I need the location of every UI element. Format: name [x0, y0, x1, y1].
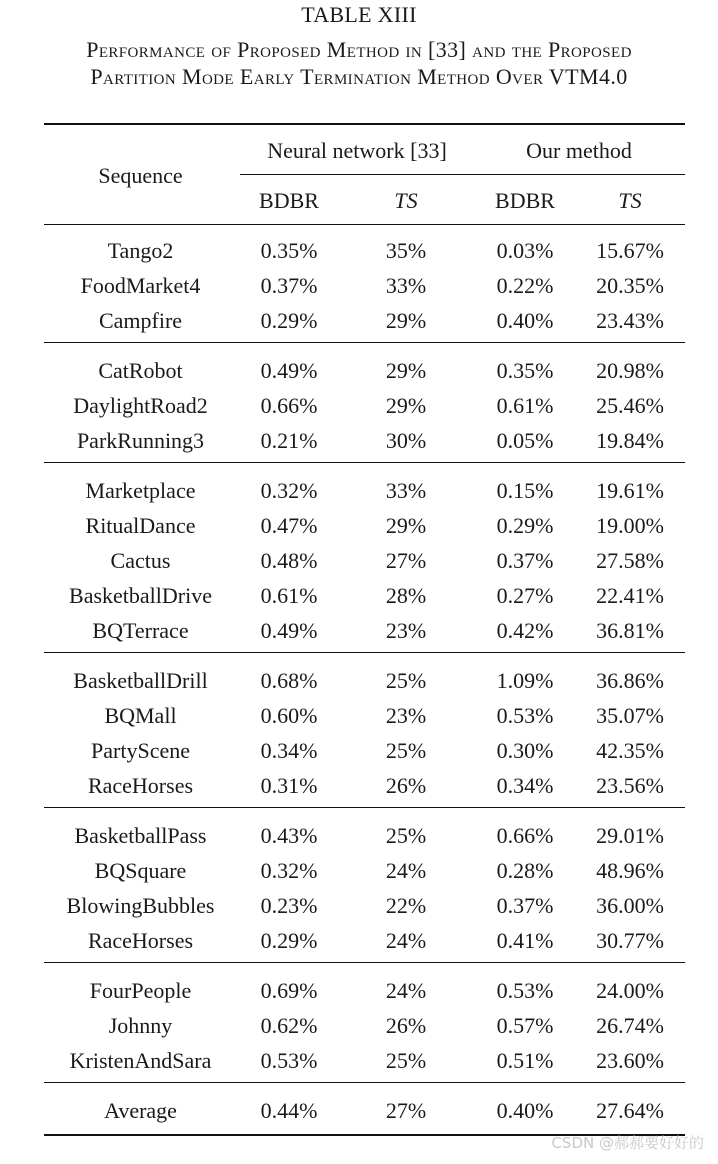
average-cell-bdbr-nn: 0.44%: [260, 1098, 318, 1123]
cell-ts-ours: 29.01%: [596, 823, 664, 848]
cell-ts-nn: 23%: [385, 618, 427, 643]
cell-ts-ours: 23.60%: [596, 1048, 664, 1073]
cell-ts-nn: 27%: [385, 548, 427, 573]
cell-bdbr-nn: 0.32%: [260, 478, 318, 503]
cell-sequence: Cactus: [110, 548, 171, 573]
cell-bdbr-nn: 0.23%: [260, 893, 318, 918]
cell-bdbr-ours: 0.03%: [496, 238, 554, 263]
cell-sequence: DaylightRoad2: [73, 393, 208, 418]
cell-bdbr-ours: 0.05%: [496, 428, 554, 453]
cell-bdbr-ours: 0.40%: [496, 308, 554, 333]
cell-bdbr-ours: 0.27%: [496, 583, 554, 608]
cell-bdbr-ours: 0.34%: [496, 773, 554, 798]
group-rule: [44, 1082, 685, 1083]
cell-bdbr-ours: 0.35%: [496, 358, 554, 383]
cell-bdbr-ours: 0.37%: [496, 893, 554, 918]
watermark: CSDN @郝郝要好好的: [551, 1134, 704, 1152]
cell-ts-nn: 29%: [385, 358, 427, 383]
cell-sequence: ParkRunning3: [76, 428, 205, 453]
cell-bdbr-nn: 0.29%: [260, 308, 318, 333]
header-group-our-method: Our method: [526, 138, 632, 163]
group-rule: [44, 652, 685, 653]
cell-bdbr-ours: 0.29%: [496, 513, 554, 538]
cell-bdbr-ours: 0.53%: [496, 978, 554, 1003]
cell-ts-nn: 30%: [385, 428, 427, 453]
cell-ts-ours: 20.98%: [596, 358, 664, 383]
cell-ts-ours: 36.00%: [596, 893, 664, 918]
cell-sequence: RaceHorses: [87, 773, 194, 798]
cell-sequence: RitualDance: [85, 513, 196, 538]
cell-bdbr-nn: 0.32%: [260, 858, 318, 883]
cell-sequence: BQTerrace: [92, 618, 189, 643]
cell-bdbr-ours: 1.09%: [496, 668, 554, 693]
table-label: TABLE XIII: [301, 2, 417, 27]
cell-sequence: FoodMarket4: [80, 273, 201, 298]
cell-ts-nn: 29%: [385, 513, 427, 538]
average-cell-bdbr-ours: 0.40%: [496, 1098, 554, 1123]
cell-ts-ours: 35.07%: [596, 703, 664, 728]
cell-sequence: PartyScene: [91, 738, 190, 763]
cell-bdbr-ours: 0.30%: [496, 738, 554, 763]
header-bdbr-nn: BDBR: [259, 188, 319, 213]
header-group-rule: [240, 174, 685, 175]
cell-ts-ours: 36.86%: [596, 668, 664, 693]
cell-bdbr-nn: 0.53%: [260, 1048, 318, 1073]
cell-bdbr-nn: 0.48%: [260, 548, 318, 573]
cell-bdbr-nn: 0.35%: [260, 238, 318, 263]
cell-ts-nn: 29%: [385, 393, 427, 418]
cell-ts-nn: 22%: [385, 893, 427, 918]
cell-sequence: RaceHorses: [87, 928, 194, 953]
cell-ts-ours: 15.67%: [596, 238, 664, 263]
cell-bdbr-nn: 0.31%: [260, 773, 318, 798]
cell-bdbr-ours: 0.53%: [496, 703, 554, 728]
header-sequence: Sequence: [98, 163, 183, 188]
cell-sequence: BasketballDrill: [73, 668, 208, 693]
cell-ts-nn: 28%: [385, 583, 427, 608]
cell-bdbr-nn: 0.61%: [260, 583, 318, 608]
cell-sequence: Tango2: [107, 238, 174, 263]
cell-bdbr-ours: 0.41%: [496, 928, 554, 953]
cell-sequence: Campfire: [98, 308, 183, 333]
average-cell-ts-nn: 27%: [385, 1098, 427, 1123]
cell-ts-ours: 22.41%: [596, 583, 664, 608]
cell-bdbr-nn: 0.37%: [260, 273, 318, 298]
cell-bdbr-nn: 0.60%: [260, 703, 318, 728]
cell-bdbr-nn: 0.43%: [260, 823, 318, 848]
cell-bdbr-nn: 0.21%: [260, 428, 318, 453]
cell-ts-nn: 26%: [385, 773, 427, 798]
cell-bdbr-ours: 0.61%: [496, 393, 554, 418]
cell-bdbr-nn: 0.34%: [260, 738, 318, 763]
header-bdbr-ours: BDBR: [495, 188, 555, 213]
table-caption-line-1: Performance of Proposed Method in [33] and the Proposed: [86, 37, 632, 62]
group-rule: [44, 807, 685, 808]
cell-bdbr-ours: 0.37%: [496, 548, 554, 573]
cell-ts-ours: 48.96%: [596, 858, 664, 883]
cell-bdbr-nn: 0.66%: [260, 393, 318, 418]
cell-ts-nn: 25%: [385, 1048, 427, 1073]
cell-ts-ours: 30.77%: [596, 928, 664, 953]
cell-ts-ours: 25.46%: [596, 393, 664, 418]
cell-bdbr-ours: 0.66%: [496, 823, 554, 848]
cell-bdbr-ours: 0.51%: [496, 1048, 554, 1073]
cell-bdbr-nn: 0.69%: [260, 978, 318, 1003]
cell-ts-nn: 24%: [385, 978, 427, 1003]
cell-bdbr-nn: 0.49%: [260, 618, 318, 643]
cell-bdbr-ours: 0.15%: [496, 478, 554, 503]
group-rule: [44, 462, 685, 463]
cell-ts-nn: 24%: [385, 928, 427, 953]
cell-sequence: KristenAndSara: [69, 1048, 212, 1073]
cell-ts-nn: 26%: [385, 1013, 427, 1038]
cell-ts-ours: 42.35%: [596, 738, 664, 763]
cell-bdbr-nn: 0.47%: [260, 513, 318, 538]
cell-ts-ours: 24.00%: [596, 978, 664, 1003]
cell-ts-ours: 27.58%: [596, 548, 664, 573]
cell-bdbr-ours: 0.57%: [496, 1013, 554, 1038]
cell-sequence: BQMall: [104, 703, 177, 728]
cell-bdbr-nn: 0.68%: [260, 668, 318, 693]
cell-bdbr-ours: 0.22%: [496, 273, 554, 298]
cell-bdbr-ours: 0.28%: [496, 858, 554, 883]
group-rule: [44, 962, 685, 963]
cell-sequence: BasketballPass: [74, 823, 207, 848]
top-rule: [44, 123, 685, 125]
cell-bdbr-nn: 0.49%: [260, 358, 318, 383]
cell-ts-ours: 23.43%: [596, 308, 664, 333]
table-caption-line-2: Partition Mode Early Termination Method Over VTM4.0: [90, 64, 628, 89]
cell-sequence: Johnny: [108, 1013, 173, 1038]
average-cell-sequence: Average: [104, 1098, 177, 1123]
cell-ts-nn: 24%: [385, 858, 427, 883]
cell-ts-ours: 19.61%: [596, 478, 664, 503]
cell-ts-nn: 29%: [385, 308, 427, 333]
cell-ts-nn: 33%: [385, 273, 427, 298]
cell-ts-nn: 25%: [385, 823, 427, 848]
cell-ts-ours: 36.81%: [596, 618, 664, 643]
cell-sequence: BasketballDrive: [69, 583, 212, 608]
header-ts-ours: TS: [618, 188, 642, 213]
cell-bdbr-nn: 0.29%: [260, 928, 318, 953]
cell-sequence: CatRobot: [98, 358, 183, 383]
cell-bdbr-ours: 0.42%: [496, 618, 554, 643]
header-ts-nn: TS: [394, 188, 418, 213]
cell-ts-ours: 20.35%: [596, 273, 664, 298]
header-group-neural-network: Neural network [33]: [267, 138, 447, 163]
cell-sequence: BQSquare: [94, 858, 187, 883]
cell-ts-nn: 25%: [385, 668, 427, 693]
group-rule: [44, 342, 685, 343]
cell-ts-ours: 19.84%: [596, 428, 664, 453]
cell-ts-nn: 23%: [385, 703, 427, 728]
header-rule: [44, 224, 685, 225]
cell-ts-nn: 35%: [385, 238, 427, 263]
average-cell-ts-ours: 27.64%: [596, 1098, 664, 1123]
cell-sequence: FourPeople: [89, 978, 192, 1003]
cell-ts-ours: 26.74%: [596, 1013, 664, 1038]
cell-ts-nn: 33%: [385, 478, 427, 503]
cell-ts-ours: 23.56%: [596, 773, 664, 798]
cell-sequence: BlowingBubbles: [66, 893, 215, 918]
cell-ts-nn: 25%: [385, 738, 427, 763]
cell-ts-ours: 19.00%: [596, 513, 664, 538]
cell-sequence: Marketplace: [85, 478, 196, 503]
cell-bdbr-nn: 0.62%: [260, 1013, 318, 1038]
